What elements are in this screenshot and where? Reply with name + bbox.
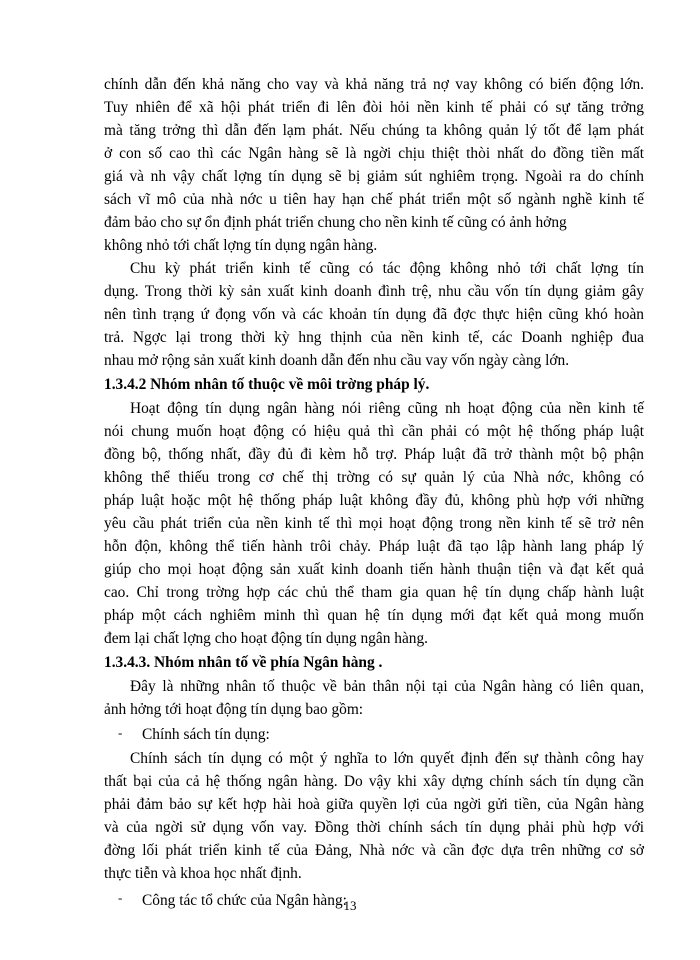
text-line: dụng. Trong thời kỳ sản xuất kinh doanh đình trệ, nhu cầu vốn tín dụng giảm gây [104,283,644,300]
text-line: sách vĩ mô của nhà nớc u tiên hay hạn chế phát triển một số ngành nghề kinh tế [104,191,644,208]
text-line: ảnh hởng tới hoạt động tín dụng bao gồm: [104,701,364,718]
text-line: yêu cầu phát triển của nền kinh tế thì mọi hoạt động trong nền kinh tế sẽ trở nên [104,515,644,532]
text-line: trả. Ngợc lại trong thời kỳ hng thịnh của nền kinh tế, các Doanh nghiệp đua [104,329,644,346]
text-line: giúp cho mọi hoạt động sản xuất kinh doanh tiến hành thuận tiện và đạt kết quả [104,561,644,578]
text-line: Chu kỳ phát triển kinh tế cũng có tác động không nhỏ tới chất lợng tín [130,260,644,277]
text-line: phải đảm bảo sự kết hợp hài hoà giữa quyền lợi của ngời gửi tiền, của Ngân hàng [104,796,644,813]
text-line: Chính sách tín dụng có một ý nghĩa to lớn quyết định đến sự thành công hay [130,750,644,767]
text-line: đem lại chất lợng cho hoạt động tín dụng ngân hàng. [104,630,429,647]
text-line: nhau mở rộng sản xuất kinh doanh dẫn đến nhu cầu vay vốn ngày càng lớn. [104,352,570,369]
bullet-item: Chính sách tín dụng: [142,726,270,743]
text-line: không nhỏ tới chất lợng tín dụng ngân hàng. [104,237,378,254]
bullet-item: Công tác tổ chức của Ngân hàng: [142,892,347,909]
text-line: hỗn độn, không thể tiến hành trôi chảy. Pháp luật đã tạo lập hành lang pháp lý [104,538,644,555]
text-line: chính dẫn đến khả năng cho vay và khả năng trả nợ vay không có biến động lớn. [104,76,644,93]
bullet-marker: - [118,725,123,740]
text-line: Tuy nhiên để xã hội phát triển đi lên đòi hỏi nền kinh tế phải có sự tăng trởng [104,99,644,116]
text-line: Đây là những nhân tố thuộc về bản thân nội tại của Ngân hàng có liên quan, [130,678,644,695]
text-line: ở con số cao thì các Ngân hàng sẽ là ngời chịu thiệt thòi nhất do đồng tiền mất [104,145,644,162]
page-number: 13 [343,898,357,913]
text-line: thực tiễn và khoa học nhất định. [104,865,302,882]
text-line: và của ngời sử dụng vốn vay. Đồng thời chính sách tín dụng phải phù hợp với [104,819,644,836]
text-line: thất bại của cả hệ thống ngân hàng. Do vậy khi xây dựng chính sách tín dụng cần [104,773,644,790]
text-line: Hoạt động tín dụng ngân hàng nói riêng cũng nh hoạt động của nền kinh tế [130,400,644,417]
text-line: giá và nh vậy chất lợng tín dụng sẽ bị giảm sút nghiêm trọng. Ngoài ra do chính [104,168,644,185]
text-line: pháp một cách nghiêm minh thì quan hệ tín dụng mới đạt kết quả mong muốn [104,607,644,624]
text-line: nên tình trạng ứ đọng vốn và các khoản tín dụng đã đợc thực hiện cũng khó hoàn [104,306,644,323]
section-heading: 1.3.4.2 Nhóm nhân tố thuộc về môi trờng pháp lý. [104,376,430,393]
text-line: nói chung muốn hoạt động có hiệu quả thì cần phải có một hệ thống pháp luật [104,423,644,440]
text-line: đảm bảo cho sự ổn định phát triển chung cho nền kinh tế cũng có ảnh hởng [104,214,567,231]
section-heading: 1.3.4.3. Nhóm nhân tố về phía Ngân hàng . [104,654,383,671]
bullet-marker: - [118,890,123,905]
text-line: đồng bộ, thống nhất, đầy đủ đi kèm hỗ trợ. Pháp luật đã trở thành một bộ phận [104,446,644,463]
text-line: mà tăng trởng thì dẫn đến lạm phát. Nếu chúng ta không quản lý tốt để lạm phát [104,122,644,139]
text-line: pháp luật hoặc một hệ thống pháp luật không đầy đủ, không phù hợp với những [104,492,644,509]
text-line: cao. Chỉ trong trờng hợp các chủ thể tham gia quan hệ tín dụng chấp hành luật [104,584,644,601]
text-line: không thể thiếu trong cơ chế thị trờng có sự quản lý của Nhà nớc, không có [104,469,644,486]
text-line: đờng lối phát triển kinh tế của Đảng, Nhà nớc và cần đợc dựa trên những cơ sở [104,842,644,859]
